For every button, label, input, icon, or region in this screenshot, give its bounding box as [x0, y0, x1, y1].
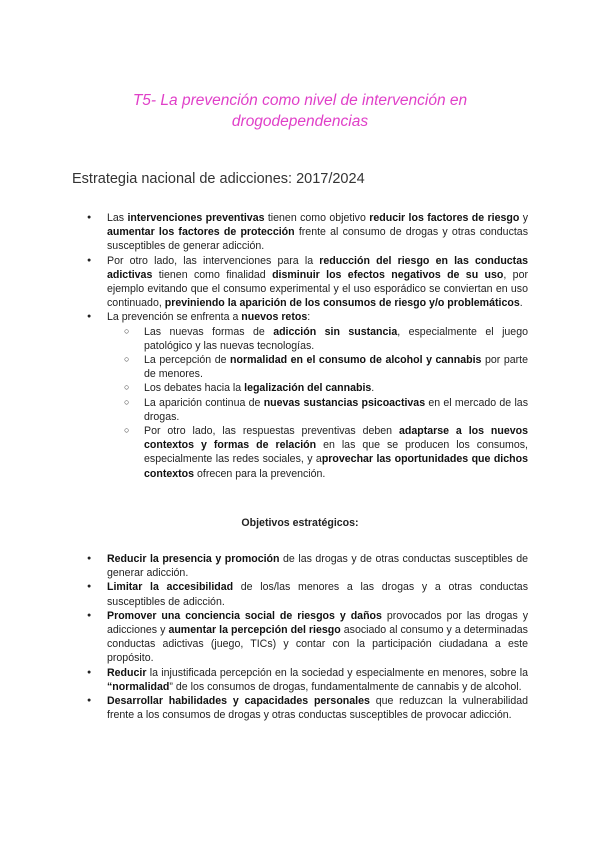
- objectives-section: [0, 552, 600, 722]
- sub-list-item: ○ La percepción de normalidad en el consumo de alcohol y cannabis por parte de menores.: [144, 353, 528, 381]
- list-item: ● La prevención se enfrenta a nuevos retos: ○ Las nuevas formas de adicción sin sustancia, especialmente el juego patológico y las nuevas tecnologías. ○ La percepción de normalidad en el consumo de alcohol y cannabis por parte de menores. ○ Los debates hacia la legalización del cannabis. ○ La aparición continua de nuevas sustancias psicoactivas en el mercado de las drogas. ○ Por otro lado, las respuestas preventivas deben adaptarse a los nuevos contextos y formas de relación en las que se producen los consumos, especialmente las redes sociales, y aprovechar las oportunidades que dichos contextos ofrecen para la prevención.: [107, 310, 528, 480]
- list-item: ● Limitar la accesibilidad de los/las menores a las drogas y a otras conductas susceptibles de adicción.: [107, 580, 528, 608]
- sub-list-item: ○ Los debates hacia la legalización del cannabis.: [144, 381, 528, 395]
- intro-section: [0, 211, 600, 481]
- section-subtitle: Estrategia nacional de adicciones: 2017/2024: [72, 171, 365, 187]
- document-title: T5- La prevención como nivel de intervención en drogodependencias: [132, 92, 468, 130]
- list-item: ● Las intervenciones preventivas tienen como objetivo reducir los factores de riesgo y aumentar los factores de protección frente al consumo de drogas y otras conductas susceptibles de generar adicción.: [107, 211, 528, 254]
- objectives-heading: Objetivos estratégicos:: [241, 517, 359, 529]
- objectives-bullet-list: [0, 552, 600, 722]
- challenges-sublist: [107, 325, 528, 481]
- list-item: ● Promover una conciencia social de riesgos y daños provocados por las drogas y adicciones y aumentar la percepción del riesgo asociado al consumo y a determinadas conductas adictivas (juego, TICs) y contar con la participación ciudadana a este propósito.: [107, 609, 528, 666]
- sub-list-item: ○ Por otro lado, las respuestas preventivas deben adaptarse a los nuevos contextos y formas de relación en las que se producen los consumos, especialmente las redes sociales, y aprovechar las oportunidades que dichos contextos ofrecen para la prevención.: [144, 424, 528, 481]
- list-item: ● Desarrollar habilidades y capacidades personales que reduzcan la vulnerabilidad frente a los consumos de drogas y otras conductas susceptibles de provocar adicción.: [107, 694, 528, 722]
- sub-list-item: ○ Las nuevas formas de adicción sin sustancia, especialmente el juego patológico y las nuevas tecnologías.: [144, 325, 528, 353]
- list-item: ● Reducir la injustificada percepción en la sociedad y especialmente en menores, sobre la “normalidad” de los consumos de drogas, fundamentalmente de cannabis y de alcohol.: [107, 666, 528, 694]
- sub-list-item: ○ La aparición continua de nuevas sustancias psicoactivas en el mercado de las drogas.: [144, 396, 528, 424]
- intro-bullet-list: [0, 211, 600, 481]
- list-item: ● Reducir la presencia y promoción de las drogas y de otras conductas susceptibles de generar adicción.: [107, 552, 528, 580]
- list-item: ● Por otro lado, las intervenciones para la reducción del riesgo en las conductas adictivas tienen como finalidad disminuir los efectos negativos de su uso, por ejemplo evitando que el consumo experimental y el uso esporádico se conviertan en uso continuado, previniendo la aparición de los consumos de riesgo y/o problemáticos.: [107, 254, 528, 311]
